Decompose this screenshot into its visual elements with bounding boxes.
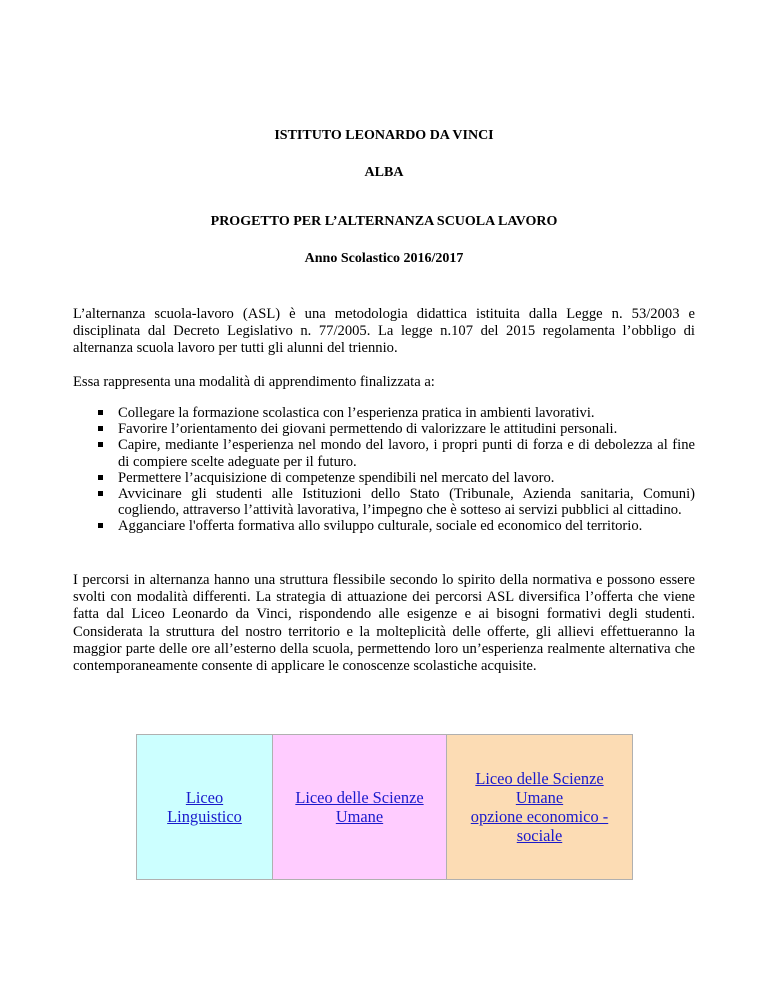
- list-item: Agganciare l'offerta formativa allo sviluppo culturale, sociale ed economico del territorio.: [73, 518, 695, 534]
- course-cell-scienze-umane: [273, 735, 447, 879]
- list-item: Collegare la formazione scolastica con l’esperienza pratica in ambienti lavorativi.: [73, 405, 695, 421]
- list-item: Capire, mediante l’esperienza nel mondo del lavoro, i propri punti di forza e di debolezza al fine di compiere scelte adeguate per il futuro.: [73, 437, 695, 469]
- course-cell-linguistico: [137, 735, 273, 879]
- body-paragraph: I percorsi in alternanza hanno una struttura flessibile secondo lo spirito della normativa e possono essere svolti con modalità differenti. La strategia di attuazione dei percorsi ASL diversifica l’offerta che viene fatta dal Liceo Leonardo da Vinci, rispondendo alle esigenze e ai bisogni formativi degli studenti. Considerata la struttura del nostro territorio e la molteplicità delle offerte, gli allievi effettueranno la maggior parte delle ore all’esterno della scuola, permettendo loro un’esperienza realmente alternativa che contemporaneamente consente di applicare le conoscenze scolastiche acquisite.: [73, 572, 695, 675]
- project-title: PROGETTO PER L’ALTERNANZA SCUOLA LAVORO: [210, 214, 558, 229]
- bullet-icon: [98, 491, 103, 496]
- goals-list: [73, 405, 695, 535]
- course-link-linguistico[interactable]: Liceo Linguistico: [167, 788, 242, 826]
- bullet-icon: [98, 426, 103, 431]
- course-link-economico-sociale[interactable]: Liceo delle Scienze Umane opzione economico - sociale: [470, 769, 609, 845]
- school-year: Anno Scolastico 2016/2017: [304, 251, 464, 266]
- bullet-icon: [98, 442, 103, 447]
- intro-paragraph: L’alternanza scuola-lavoro (ASL) è una metodologia didattica istituita dalla Legge n. 53/2003 e disciplinata dal Decreto Legislativo n. 77/2005. La legge n.107 del 2015 regolamenta l’obbligo di alternanza scuola lavoro per tutti gli alunni del triennio.: [73, 306, 695, 357]
- bullet-icon: [98, 475, 103, 480]
- goals-lead-in: Essa rappresenta una modalità di apprendimento finalizzata a:: [73, 374, 435, 390]
- city-title: ALBA: [364, 165, 404, 180]
- bullet-icon: [98, 523, 103, 528]
- list-item: Permettere l’acquisizione di competenze spendibili nel mercato del lavoro.: [73, 470, 695, 486]
- list-item: Favorire l’orientamento dei giovani permettendo di valorizzare le attitudini personali.: [73, 421, 695, 437]
- bullet-icon: [98, 410, 103, 415]
- courses-table: [136, 734, 633, 880]
- course-link-scienze-umane[interactable]: Liceo delle Scienze Umane: [295, 788, 424, 826]
- course-cell-economico-sociale: [447, 735, 632, 879]
- list-item: Avvicinare gli studenti alle Istituzioni dello Stato (Tribunale, Azienda sanitaria, Comuni) cogliendo, attraverso l’attività lavorativa, l’impegno che è sotteso ai servizi pubblici al cittadino.: [73, 486, 695, 518]
- institute-title: ISTITUTO LEONARDO DA VINCI: [274, 128, 494, 143]
